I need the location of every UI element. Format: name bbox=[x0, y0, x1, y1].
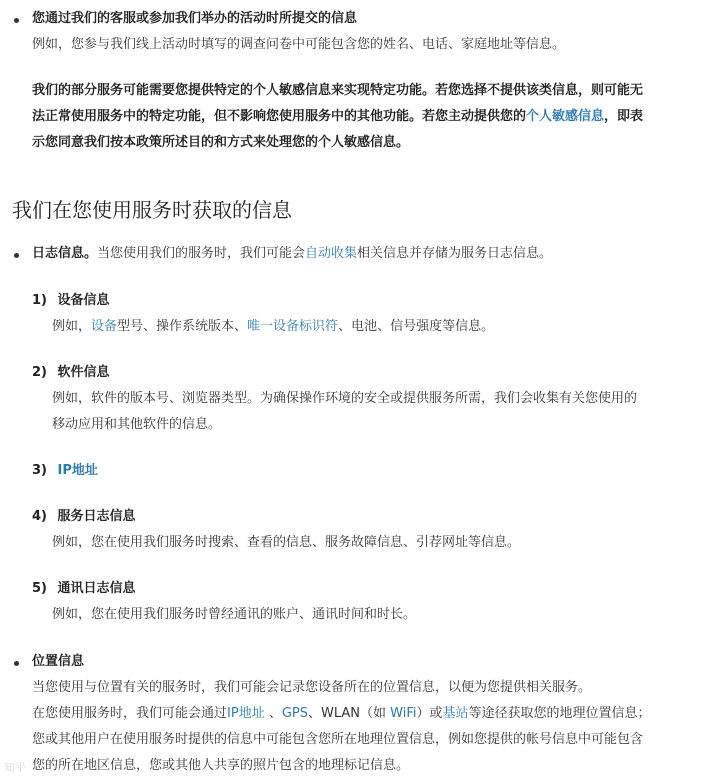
bullet-dot bbox=[14, 661, 19, 666]
sensitive-info-line-2 bbox=[32, 108, 643, 127]
device-text-pre: 例如， bbox=[52, 319, 92, 334]
software-info-title: 软件信息 bbox=[57, 365, 110, 380]
device-info-heading bbox=[32, 292, 110, 311]
service-log-text: 例如，您在使用我们服务时搜索、查看的信息、服务故障信息、引荐网址等信息。 bbox=[52, 535, 521, 550]
software-info-heading bbox=[32, 364, 110, 383]
bullet-dot bbox=[14, 253, 19, 258]
device-info-title: 设备信息 bbox=[57, 293, 110, 308]
log-info-title: 日志信息。 bbox=[32, 246, 98, 261]
location-info-line-1: 当您使用与位置有关的服务时，我们可能会记录您设备所在的位置信息，以便为您提供相关服务。 bbox=[32, 680, 592, 695]
sensitive-info-line-3: 示您同意我们按本政策所述目的和方式来处理您的个人敏感信息。 bbox=[32, 135, 410, 150]
software-info-line-1: 例如，软件的版本号、浏览器类型。为确保操作环境的安全或提供服务所需，我们会收集有关您使用的 bbox=[52, 391, 638, 406]
location-info-line-4: 您的所在地区信息，您或其他人共享的照片包含的地理标记信息。 bbox=[32, 758, 410, 773]
device-info-num: 1) bbox=[32, 293, 47, 308]
log-info-text-b: 相关信息并存储为服务日志信息。 bbox=[357, 246, 553, 261]
software-info-num: 2) bbox=[32, 365, 47, 380]
log-info-line bbox=[32, 245, 552, 264]
sensitive-info-text-b: ，即表 bbox=[604, 109, 644, 124]
service-log-heading bbox=[32, 508, 136, 527]
auto-collect-link[interactable]: 自动收集 bbox=[305, 246, 358, 261]
device-text-mid: 型号、操作系统版本、 bbox=[117, 319, 248, 334]
location-ip-link[interactable]: IP地址 bbox=[227, 706, 265, 721]
sensitive-info-link[interactable]: 个人敏感信息 bbox=[526, 109, 605, 124]
device-text-post: 、电池、信号强度等信息。 bbox=[338, 319, 495, 334]
service-log-title: 服务日志信息 bbox=[57, 509, 136, 524]
comm-log-num: 5) bbox=[32, 581, 47, 596]
location-text-b: 、WLAN（如 bbox=[308, 706, 391, 721]
ip-address-heading bbox=[32, 462, 98, 481]
location-sep: 、 bbox=[264, 706, 282, 721]
watermark: 知乎 bbox=[4, 761, 26, 774]
ip-address-link[interactable]: IP地址 bbox=[57, 463, 98, 478]
sensitive-info-text-a: 法正常使用服务中的特定功能，但不影响您使用服务中的其他功能。若您主动提供您的 bbox=[32, 109, 527, 124]
location-text-a: 在您使用服务时，我们可能会通过 bbox=[32, 706, 228, 721]
service-log-num: 4) bbox=[32, 509, 47, 524]
example-survey-text: 例如，您参与我们线上活动时填写的调查问卷中可能包含您的姓名、电话、家庭地址等信息。 bbox=[32, 37, 566, 52]
location-info-title: 位置信息 bbox=[32, 654, 85, 669]
bullet-title-customer-service: 您通过我们的客服或参加我们举办的活动时所提交的信息 bbox=[32, 11, 358, 26]
comm-log-title: 通讯日志信息 bbox=[57, 581, 136, 596]
location-info-line-2 bbox=[32, 705, 651, 724]
bullet-dot bbox=[14, 18, 19, 23]
location-text-d: 等途径获取您的地理位置信息； bbox=[468, 706, 651, 721]
software-info-line-2: 移动应用和其他软件的信息。 bbox=[52, 417, 222, 432]
location-text-c: ）或 bbox=[416, 706, 443, 721]
log-info-text-a: 当您使用我们的服务时，我们可能会 bbox=[97, 246, 306, 261]
wifi-link[interactable]: WiFi bbox=[390, 706, 417, 721]
gps-link[interactable]: GPS bbox=[281, 706, 309, 721]
device-info-text bbox=[52, 318, 494, 337]
section-heading: 我们在您使用服务时获取的信息 bbox=[12, 198, 292, 222]
ip-address-num: 3) bbox=[32, 463, 47, 478]
comm-log-heading bbox=[32, 580, 136, 599]
sensitive-info-line-1: 我们的部分服务可能需要您提供特定的个人敏感信息来实现特定功能。若您选择不提供该类信息，则可能无 bbox=[32, 83, 644, 98]
comm-log-text: 例如，您在使用我们服务时曾经通讯的账户、通讯时间和时长。 bbox=[52, 607, 417, 622]
device-id-link[interactable]: 唯一设备标识符 bbox=[247, 319, 339, 334]
base-station-link[interactable]: 基站 bbox=[442, 706, 469, 721]
location-info-line-3: 您或其他用户在使用服务时提供的信息中可能包含您所在地理位置信息，例如您提供的帐号信息中可能包含 bbox=[32, 732, 644, 747]
device-link[interactable]: 设备 bbox=[91, 319, 118, 334]
